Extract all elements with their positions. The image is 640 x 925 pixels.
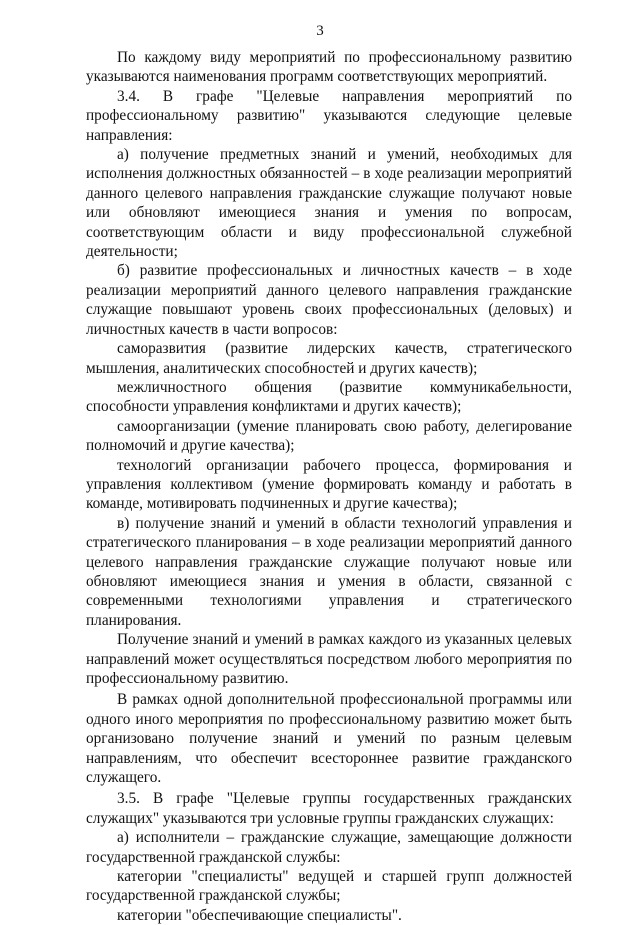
paragraph-interpersonal: межличностного общения (развитие коммуникабельности, способности управления конфликтами и других качеств); bbox=[86, 378, 572, 416]
paragraph-item-a-knowledge: а) получение предметных знаний и умений, необходимых для исполнения должностных обязанностей – в ходе реализации мероприятий данного целевого направления гражданские служащие получают новые или обновляют имеющиеся знания и умения по вопросам, соответствующим области и виду профессиональной служебной деятельности; bbox=[86, 146, 572, 261]
paragraph-work-process: технологий организации рабочего процесса, формирования и управления коллективом (умение формировать команду и работать в команде, мотивировать подчиненных и другие качества); bbox=[86, 456, 572, 513]
paragraph-specialists: категории "специалисты" ведущей и старшей групп должностей государственной гражданской службы; bbox=[86, 868, 572, 905]
paragraph-item-b-qualities: б) развитие профессиональных и личностных качеств – в ходе реализации мероприятий данного целевого направления гражданские служащие повышают уровень своих профессиональных (деловых) и личностных качеств в части вопросов: bbox=[86, 262, 572, 338]
paragraph-supporting-specialists: категории "обеспечивающие специалисты". bbox=[117, 906, 402, 924]
paragraph-self-organization: самоорганизации (умение планировать свою работу, делегирование полномочий и другие качества); bbox=[86, 417, 572, 455]
paragraph-3-4-heading: 3.4. В графе "Целевые направления мероприятий по профессиональному развитию" указываются следующие целевые направления: bbox=[86, 87, 572, 144]
paragraph-program-names: По каждому виду мероприятий по профессиональному развитию указываются наименования программ соответствующих мероприятий. bbox=[86, 49, 572, 86]
paragraph-any-event: Получение знаний и умений в рамках каждого из указанных целевых направлений может осуществляться посредством любого мероприятия по профессиональному развитию. bbox=[86, 631, 572, 687]
paragraph-executors: а) исполнители – гражданские служащие, замещающие должности государственной гражданской службы: bbox=[86, 829, 572, 866]
paragraph-self-development: саморазвития (развитие лидерских качеств, стратегического мышления, аналитических способностей и других качеств); bbox=[86, 340, 572, 377]
paragraph-single-program: В рамках одной дополнительной профессиональной программы или одного иного мероприятия по профессиональному развитию может быть организовано получение знаний и умений по разным целевым направлениям, что обеспечит всестороннее развитие гражданского служащего. bbox=[86, 691, 572, 787]
paragraph-3-5-heading: 3.5. В графе "Целевые группы государственных гражданских служащих" указываются три условные группы гражданских служащих: bbox=[86, 790, 572, 827]
document-body bbox=[86, 48, 572, 925]
page-number: 3 bbox=[316, 23, 324, 39]
paragraph-item-v-management: в) получение знаний и умений в области технологий управления и стратегического планирования – в ходе реализации мероприятий данного целевого направления гражданские служащие получают новые или обновляют имеющиеся знания и умения в области, связанной с современными технологиями управления и стратегического планирования. bbox=[86, 514, 572, 629]
